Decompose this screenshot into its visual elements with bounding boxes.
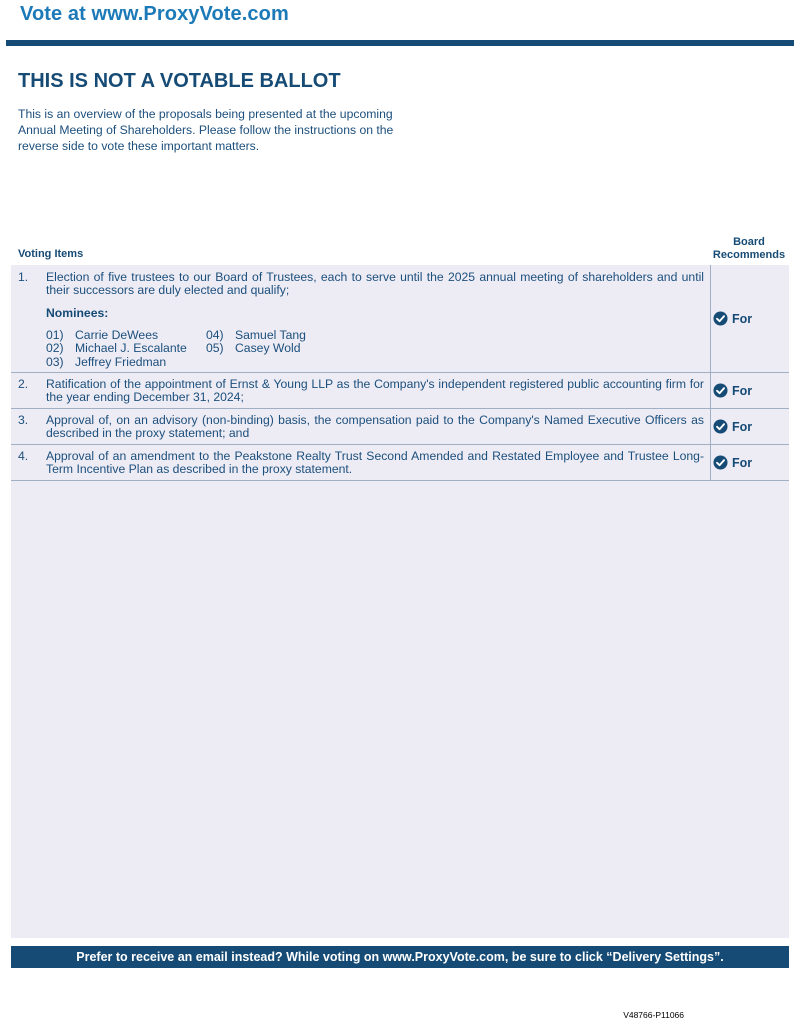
proxyvote-url-heading: Vote at www.ProxyVote.com [20,3,289,25]
nominee-03: 03) Jeffrey Friedman [46,355,167,369]
board-header-line1: Board [733,236,765,248]
document-code: V48766-P11066 [623,1010,684,1020]
nominee-04: 04) Samuel Tang [206,328,306,342]
checkmark-circle-icon [713,419,728,434]
voting-items-header: Voting Items [18,248,84,260]
checkmark-circle-icon [713,455,728,470]
nominee-01: 01) Carrie DeWees [46,328,159,342]
nominee-05: 05) Casey Wold [206,341,301,355]
board-header-line2: Recommends [712,248,786,261]
item-3-recommendation: For [713,419,752,434]
checkmark-circle-icon [713,383,728,398]
item-1-number: 1. [18,270,29,284]
item-4-recommendation: For [713,455,752,470]
intro-paragraph: This is an overview of the proposals being presented at the upcoming Annual Meeting of Shareholders. Please follow the instructions on the reverse side to vote these important matters. [18,107,394,153]
item-4-text: Approval of an amendment to the Peakstone Realty Trust Second Amended and Restated Employee and Trustee Long-Term Incentive Plan as described in the proxy statement. [46,449,704,476]
row-divider [11,408,789,409]
row-divider [11,372,789,373]
nominee-02: 02) Michael J. Escalante [46,341,187,355]
item-4-number: 4. [18,449,29,463]
board-recommends-header [708,236,790,261]
row-divider [11,444,789,445]
item-2-number: 2. [18,377,29,391]
delivery-settings-banner: Prefer to receive an email instead? While voting on www.ProxyVote.com, be sure to click “Delivery Settings”. [11,946,789,968]
item-3-text: Approval of, on an advisory (non-binding) basis, the compensation paid to the Company's Named Executive Officers as described in the proxy statement; and [46,413,704,440]
checkmark-circle-icon [713,311,728,326]
item-3-number: 3. [18,413,29,427]
item-2-text: Ratification of the appointment of Ernst & Young LLP as the Company's independent registered public accounting firm for the year ending December 31, 2024; [46,377,704,404]
item-1-text: Election of five trustees to our Board of Trustees, each to serve until the 2025 annual meeting of shareholders and until their successors are duly elected and qualify; [46,270,704,297]
item-1-recommendation: For [713,311,752,326]
page-title: THIS IS NOT A VOTABLE BALLOT [18,70,341,92]
top-divider [6,40,794,46]
row-divider [11,480,789,481]
item-2-recommendation: For [713,383,752,398]
nominees-label: Nominees: [46,306,109,320]
